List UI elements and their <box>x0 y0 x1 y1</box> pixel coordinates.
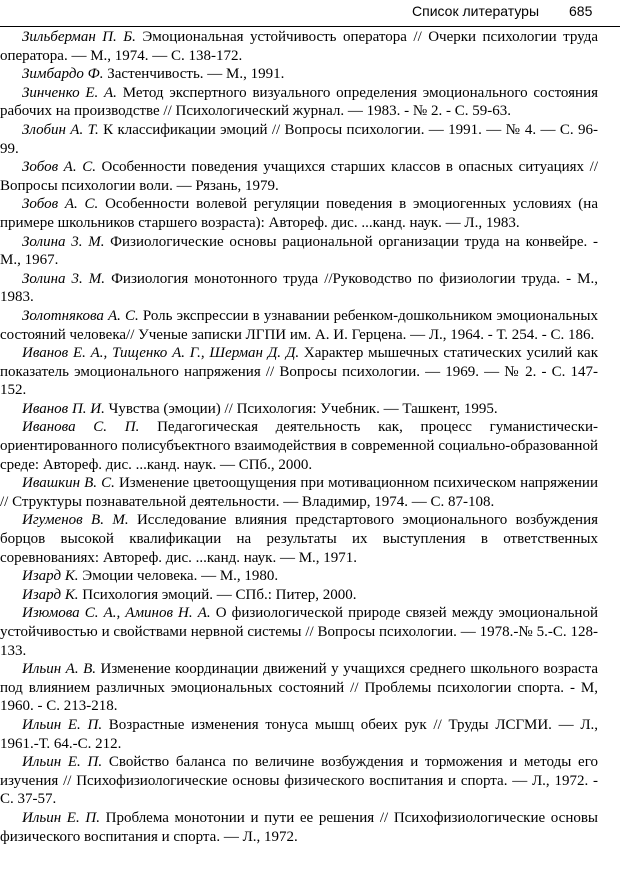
reference-entry <box>0 121 598 158</box>
reference-entry <box>0 809 598 846</box>
reference-author: Ильин Е. П. <box>22 716 103 733</box>
reference-text: Особенности поведения учащихся старших классов в опасных ситуациях // Вопросы психологии воли. — Рязань, 1979. <box>0 159 598 194</box>
reference-text: Свойство баланса по величине возбуждения и торможения и методы его изучения // Психофизиологические основы физического воспитания и спорта. — Л., 1972. - С. 37-57. <box>0 754 598 808</box>
reference-text: Изменение цветоощущения при мотивационном психическом напряжении // Структуры познавательной деятельности. — Владимир, 1974. — С. 87-108. <box>0 475 598 510</box>
reference-entry <box>0 195 598 232</box>
section-title: Список литературы <box>412 3 540 19</box>
running-header <box>0 0 620 27</box>
reference-entry <box>0 474 598 511</box>
reference-entry <box>0 586 598 605</box>
reference-text: Застенчивость. — М., 1991. <box>103 66 285 83</box>
reference-text: Возрастные изменения тонуса мышц обеих рук // Труды ЛСГМИ. — Л., 1961.-Т. 64.-С. 212. <box>0 716 599 752</box>
reference-text: О физиологической природе связей между эмоциональной устойчивостью и свойствами нервной системы // Вопросы психологии. — 1978.-№ 5.-С. 128-133. <box>0 605 598 659</box>
reference-entry <box>0 233 598 270</box>
reference-author: Зимбардо Ф. <box>22 66 104 83</box>
reference-author: Золина 3. М. <box>22 270 106 287</box>
reference-text: Исследование влияния предстартового эмоционального возбуждения борцов высокой квалификации на результаты их выступления в ответственных соревнованиях: Автореф. дис. ...канд. наук. — М., 1971. <box>0 512 598 566</box>
reference-author: Зобов А. С. <box>22 159 96 176</box>
reference-text: Психология эмоций. — СПб.: Питер, 2000. <box>78 586 357 603</box>
reference-author: Иванова С. П. <box>22 419 140 436</box>
reference-entry <box>0 270 598 307</box>
reference-text: Физиологические основы рациональной организации труда на конвейре. - М., 1967. <box>0 233 598 269</box>
page-number: 685 <box>569 3 593 19</box>
reference-text: Проблема монотонии и пути ее решения // Психофизиологические основы физического воспитания и спорта. — Л., 1972. <box>0 809 599 845</box>
reference-text: Эмоции человека. — М., 1980. <box>78 568 279 585</box>
reference-entry <box>0 567 598 586</box>
reference-text: К классификации эмоций // Вопросы психологии. — 1991. — № 4. — С. 96-99. <box>0 121 598 157</box>
reference-entry <box>0 753 598 809</box>
reference-author: Изард К. <box>22 568 79 585</box>
reference-author: Золотнякова А. С. <box>22 307 139 324</box>
reference-entry <box>0 28 598 65</box>
reference-author: Изюмова С. А., Аминов Н. А. <box>22 605 211 622</box>
reference-entry <box>0 307 598 344</box>
reference-entry <box>0 418 598 474</box>
reference-text: Эмоциональная устойчивость оператора // Очерки психологии труда оператора. — М., 1974. — С. 138-172. <box>0 29 598 64</box>
reference-entry <box>0 158 598 195</box>
reference-text: Характер мышечных статических усилий как показатель эмоционального напряжения // Вопросы психологии. — 1969. — № 2. - С. 147- 152. <box>0 345 598 399</box>
reference-entry <box>0 660 598 716</box>
reference-list <box>0 28 598 846</box>
reference-text: Роль экспрессии в узнавании ребенком-дошкольником эмоциональных состояний человека// Ученые записки ЛГПИ им. А. И. Герцена. — Л., 1964. - Т. 254. - С. 186. <box>0 307 598 343</box>
reference-text: Педагогическая деятельность как, процесс гуманистически-ориентированного полисубъектного взаимодействия в современной социально-образованной среде: Автореф. дис. ...канд. наук. — СПб., 2000. <box>0 419 598 473</box>
reference-text: Изменение координации движений у учащихся среднего школьного возраста под влиянием различных эмоциональных состояний // Проблемы психологии спорта. - М, 1960. - С. 213-218. <box>0 661 598 715</box>
reference-author: Ильин Е. П. <box>22 754 103 771</box>
reference-entry <box>0 716 598 753</box>
reference-entry <box>0 65 598 84</box>
reference-author: Зинченко Е. А. <box>22 84 117 101</box>
reference-entry <box>0 604 598 660</box>
reference-entry <box>0 511 598 567</box>
reference-author: Ильин А. В. <box>22 661 97 678</box>
reference-entry <box>0 400 598 419</box>
reference-author: Изард К. <box>22 586 79 603</box>
reference-author: Зильберман П. Б. <box>22 29 136 45</box>
reference-text: Физиология монотонного труда //Руководство по физиологии труда. - М., 1983. <box>0 270 598 306</box>
reference-author: Ильин Е. П. <box>22 809 100 826</box>
reference-author: Зобов А. С. <box>22 196 99 213</box>
reference-author: Иванов П. И. <box>22 400 105 417</box>
reference-author: Игуменов В. М. <box>22 512 129 529</box>
reference-author: Иванов Е. А., Тищенко А. Г., Шерман Д. Д. <box>22 345 300 362</box>
reference-entry <box>0 84 598 121</box>
reference-text: Особенности волевой регуляции поведения в эмоциогенных условиях (на примере школьников старшего возраста): Автореф. дис. ...канд. наук. — Л., 1983. <box>0 196 598 231</box>
reference-entry <box>0 344 598 400</box>
reference-text: Чувства (эмоции) // Психология: Учебник. — Ташкент, 1995. <box>104 400 498 417</box>
reference-text: Метод экспертного визуального определения эмоционального состояния рабочих на производстве // Психологический журнал. — 1983. - № 2. - С. 59-63. <box>0 84 598 120</box>
reference-author: Золина 3. М. <box>22 233 105 250</box>
reference-author: Ивашкин В. С. <box>22 475 115 492</box>
reference-author: Злобин А. Т. <box>22 121 99 138</box>
